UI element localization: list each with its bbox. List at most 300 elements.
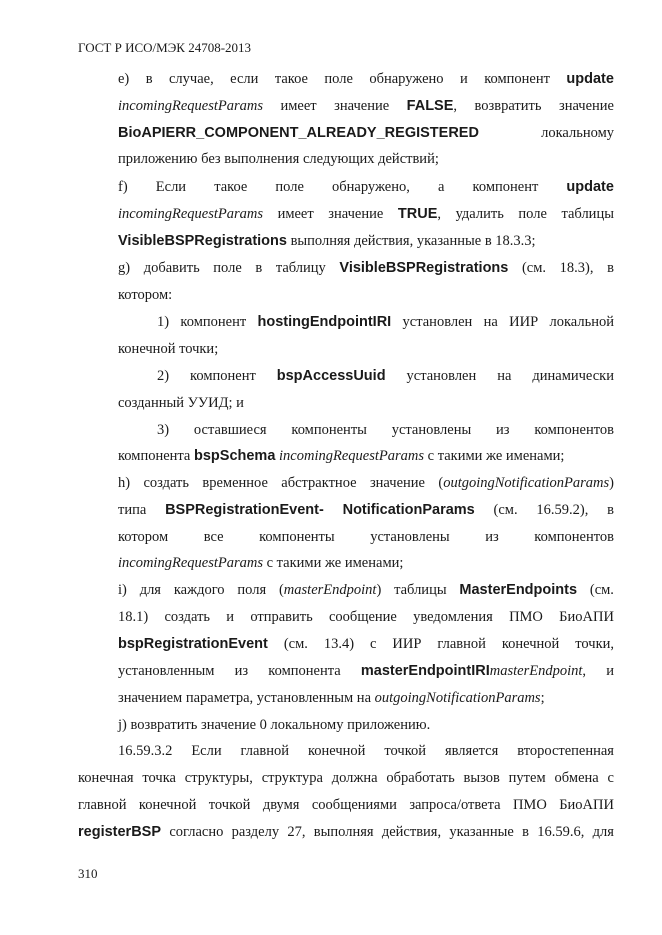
word	[361, 661, 586, 681]
para-line-3	[78, 795, 614, 815]
text-fragment: запроса/ответа	[409, 797, 501, 813]
text-fragment: возвратить	[474, 98, 542, 114]
item-e-line-4: приложению без выполнения следующих действий;	[118, 151, 439, 167]
word	[308, 741, 365, 761]
word	[204, 527, 224, 547]
word	[445, 741, 498, 761]
justified-row	[78, 795, 614, 815]
word	[475, 96, 542, 116]
word	[278, 204, 314, 224]
item-g-sub-2-line-2: созданный УУИД; и	[118, 395, 244, 411]
text-fragment: обнаружено	[369, 71, 444, 87]
text-fragment: поле	[213, 260, 242, 276]
text-fragment: на	[483, 314, 498, 330]
item-g-line-1	[118, 258, 614, 278]
word	[339, 258, 508, 278]
text-fragment: ,	[437, 206, 442, 222]
word	[438, 473, 614, 493]
text-fragment: 16.59.2),	[536, 502, 589, 518]
word	[332, 768, 378, 788]
word	[259, 527, 335, 547]
text-fragment: поле	[518, 206, 547, 222]
justified-row	[118, 741, 614, 761]
word	[494, 500, 518, 520]
text-fragment: точкой	[208, 797, 251, 813]
word	[262, 768, 323, 788]
item-e-line-1	[118, 69, 614, 89]
word	[165, 500, 324, 520]
keyword-bsp-registration-event-params: NotificationParams	[342, 502, 475, 518]
item-h-line-2	[118, 500, 614, 520]
keyword-master-endpoints: MasterEndpoints	[459, 582, 578, 598]
justified-row	[157, 366, 614, 386]
text-fragment: двумя	[262, 797, 300, 813]
text-fragment: конечной	[501, 636, 560, 652]
keyword-visible-bsp-registrations: VisibleBSPRegistrations	[118, 233, 287, 249]
text-fragment: (	[278, 582, 284, 598]
word	[607, 258, 614, 278]
text-fragment: ПМО	[512, 797, 547, 813]
item-g-sub-1-line-1	[157, 312, 614, 332]
text-fragment: и	[226, 609, 235, 625]
text-fragment: в	[607, 260, 614, 276]
word	[291, 420, 367, 440]
word	[608, 768, 614, 788]
item-f-line-3: VisibleBSPRegistrations выполняя действия, указанные в 18.3.3;	[118, 233, 536, 249]
word	[502, 634, 559, 654]
word	[142, 768, 176, 788]
word	[275, 69, 308, 89]
word	[560, 258, 594, 278]
word	[437, 634, 486, 654]
keyword-update: update	[566, 71, 614, 87]
text-fragment: таблицы	[394, 582, 447, 598]
justified-row	[118, 96, 614, 116]
text-fragment: )	[609, 475, 614, 491]
item-j-line-1: j) возвратить значение 0 локальному приложению.	[118, 717, 431, 733]
word	[118, 661, 214, 681]
document-header: ГОСТ Р ИСО/МЭК 24708-2013	[78, 40, 252, 55]
word	[456, 204, 504, 224]
word	[78, 795, 127, 815]
text-fragment: установлены	[391, 422, 472, 438]
item-g-sub-1-line-2: конечной точки;	[118, 341, 219, 357]
word	[497, 366, 511, 386]
word	[144, 258, 200, 278]
text-fragment: 16.59.6,	[537, 824, 585, 840]
text-fragment: согласно	[169, 824, 224, 840]
word	[593, 822, 614, 842]
word	[484, 312, 498, 332]
text-fragment: h)	[118, 475, 131, 491]
word	[559, 96, 614, 116]
text-fragment: установлены	[370, 529, 450, 545]
word	[276, 258, 326, 278]
word	[518, 204, 547, 224]
word	[157, 312, 169, 332]
text-fragment: с	[607, 770, 614, 786]
keyword-hosting-endpoint-iri: hostingEndpointIRI	[257, 314, 392, 330]
word	[118, 500, 146, 520]
text-fragment: имеет	[280, 98, 317, 114]
keyword-update: update	[566, 179, 614, 195]
text-fragment: отправить	[250, 609, 313, 625]
word	[382, 822, 441, 842]
word	[559, 607, 614, 627]
text-fragment: значение	[558, 98, 614, 114]
text-fragment: поле	[324, 71, 353, 87]
text-fragment: (см.	[493, 502, 518, 518]
text-fragment: сообщение	[329, 609, 397, 625]
item-i-line-4	[118, 661, 614, 681]
word	[473, 177, 539, 197]
text-fragment: компонентов	[534, 529, 614, 545]
text-fragment: если	[230, 71, 259, 87]
word	[324, 69, 353, 89]
word	[241, 741, 290, 761]
word	[386, 768, 454, 788]
justified-row	[118, 258, 614, 278]
word	[312, 795, 397, 815]
keyword-false: FALSE	[406, 98, 454, 114]
word	[156, 177, 186, 197]
text-fragment: 2)	[157, 368, 170, 384]
keyword-master-endpoint-iri: masterEndpointIRI	[360, 663, 490, 679]
justified-row	[118, 634, 614, 654]
word	[392, 420, 471, 440]
text-fragment: локальной	[549, 314, 614, 330]
word	[438, 177, 444, 197]
word	[534, 527, 614, 547]
text-fragment: значение	[334, 98, 390, 114]
word	[398, 204, 441, 224]
word	[485, 527, 499, 547]
word	[255, 258, 262, 278]
text-fragment: 27,	[287, 824, 306, 840]
word	[343, 500, 475, 520]
word	[118, 473, 130, 493]
keyword-error-code: BioAPIERR_COMPONENT_ALREADY_REGISTERED	[118, 125, 479, 141]
justified-row	[118, 204, 614, 224]
text-fragment: котором	[118, 529, 169, 545]
word	[169, 69, 214, 89]
text-fragment: Если	[155, 179, 187, 195]
text-fragment: для	[139, 582, 161, 598]
word	[559, 795, 614, 815]
text-fragment: абстрактное	[281, 475, 357, 491]
text-fragment: поля	[237, 582, 267, 598]
word	[185, 768, 253, 788]
word	[328, 204, 383, 224]
word	[541, 123, 614, 143]
justified-row	[157, 312, 614, 332]
word	[194, 420, 267, 440]
word	[384, 741, 426, 761]
word	[484, 69, 550, 89]
word	[157, 420, 169, 440]
word	[118, 580, 127, 600]
item-g-sub-2-line-1	[157, 366, 614, 386]
word	[370, 473, 425, 493]
word	[140, 580, 161, 600]
justified-row	[118, 69, 614, 89]
text-fragment: типа	[118, 502, 147, 518]
item-g-line-2: котором:	[118, 287, 173, 303]
item-g-sub-3-line-1	[157, 420, 614, 440]
justified-row	[118, 607, 614, 627]
word	[459, 580, 577, 600]
justified-row	[78, 768, 614, 788]
word	[143, 473, 189, 493]
item-f-line-1	[118, 177, 614, 197]
word	[332, 177, 410, 197]
word	[575, 634, 614, 654]
text-fragment: должна	[331, 770, 378, 786]
word	[118, 527, 168, 547]
text-fragment: ИИР	[392, 636, 422, 652]
item-e-line-3	[118, 123, 614, 143]
keyword-bsp-registration-event: bspRegistrationEvent	[118, 636, 268, 652]
text-fragment: БиоАПИ	[559, 797, 614, 813]
text-fragment: точкой	[384, 743, 427, 759]
word	[522, 822, 529, 842]
word	[275, 177, 304, 197]
word	[118, 607, 148, 627]
text-fragment: точка	[142, 770, 176, 786]
text-fragment: f)	[118, 179, 128, 195]
justified-row	[118, 500, 614, 520]
text-fragment: из	[496, 422, 510, 438]
text-fragment: добавить	[143, 260, 200, 276]
text-fragment: главной	[78, 797, 127, 813]
word	[464, 768, 500, 788]
word	[407, 96, 457, 116]
word	[118, 204, 263, 224]
item-i-line-3	[118, 634, 614, 654]
word	[532, 366, 614, 386]
text-fragment: уведомления	[413, 609, 493, 625]
word	[263, 795, 300, 815]
word	[202, 473, 268, 493]
word	[329, 607, 397, 627]
text-fragment: ИИР	[509, 314, 539, 330]
text-fragment: установленным	[118, 663, 215, 679]
item-h-line-1	[118, 473, 614, 493]
keyword-bsp-registration-event-params: BSPRegistrationEvent-	[165, 502, 324, 518]
item-h-line-3	[118, 527, 614, 547]
text-fragment: outgoingNotificationParams	[443, 475, 610, 491]
text-fragment: структуры,	[184, 770, 253, 786]
text-fragment: ,	[582, 663, 587, 679]
word	[139, 795, 196, 815]
justified-row	[118, 580, 614, 600]
text-fragment: ПМО	[509, 609, 543, 625]
text-fragment: таблицу	[275, 260, 326, 276]
word	[554, 768, 598, 788]
text-fragment: и	[459, 71, 468, 87]
text-fragment: компонент	[180, 314, 247, 330]
word	[279, 580, 381, 600]
text-fragment: конечной	[307, 743, 366, 759]
text-fragment: действия,	[381, 824, 442, 840]
word	[280, 96, 316, 116]
word	[213, 258, 242, 278]
text-fragment: имеет	[277, 206, 314, 222]
word	[509, 312, 538, 332]
text-fragment: 18.3),	[559, 260, 594, 276]
word	[561, 204, 613, 224]
text-fragment: masterEndpoint	[489, 663, 583, 679]
text-fragment: incomingRequestParams	[118, 206, 263, 222]
text-fragment: ,	[453, 98, 458, 114]
word	[403, 312, 473, 332]
text-fragment: таблицы	[561, 206, 614, 222]
text-fragment: БиоАПИ	[559, 609, 614, 625]
word	[169, 822, 223, 842]
word	[324, 634, 354, 654]
text-fragment: второстепенная	[517, 743, 614, 759]
text-fragment: является	[444, 743, 499, 759]
text-fragment: выполняя	[313, 824, 374, 840]
word	[536, 500, 588, 520]
word	[190, 366, 256, 386]
word	[164, 607, 210, 627]
text-fragment: структура	[261, 770, 323, 786]
word	[214, 177, 247, 197]
keyword-true: TRUE	[397, 206, 438, 222]
word	[209, 795, 251, 815]
word	[281, 473, 356, 493]
word	[513, 795, 547, 815]
text-fragment: 13.4)	[323, 636, 355, 652]
text-fragment: конечной	[138, 797, 197, 813]
justified-row	[118, 177, 614, 197]
word	[369, 69, 443, 89]
para-line-2	[78, 768, 614, 788]
word	[590, 580, 614, 600]
text-fragment: главной	[240, 743, 290, 759]
word	[606, 661, 614, 681]
text-fragment: сообщениями	[311, 797, 397, 813]
item-i-line-1	[118, 580, 614, 600]
word	[174, 580, 225, 600]
text-fragment: установлен	[402, 314, 473, 330]
word	[118, 177, 128, 197]
text-fragment: 3)	[157, 422, 170, 438]
word	[235, 661, 249, 681]
word	[409, 795, 500, 815]
item-g-sub-3-line-2: компонента bspSchema incomingRequestParams с такими же именами;	[118, 448, 565, 464]
text-fragment: на	[497, 368, 512, 384]
text-fragment: значение	[369, 475, 425, 491]
item-h-line-4: incomingRequestParams с такими же именами;	[118, 555, 404, 571]
word	[287, 822, 305, 842]
word	[407, 366, 477, 386]
word	[118, 258, 130, 278]
word	[250, 607, 312, 627]
keyword-register-bsp: registerBSP	[78, 824, 162, 840]
keyword-bsp-access-uuid: bspAccessUuid	[276, 368, 386, 384]
word	[566, 69, 614, 89]
item-e-line-2	[118, 96, 614, 116]
text-fragment: указанные	[449, 824, 514, 840]
word	[268, 661, 340, 681]
text-fragment: в	[522, 824, 529, 840]
text-fragment: в	[607, 502, 614, 518]
word	[118, 741, 172, 761]
text-fragment: удалить	[455, 206, 504, 222]
justified-row	[157, 420, 614, 440]
justified-row	[118, 661, 614, 681]
word	[517, 741, 614, 761]
justified-row	[78, 822, 614, 842]
word	[537, 822, 584, 842]
word	[78, 822, 161, 842]
text-fragment: главной	[437, 636, 486, 652]
word	[394, 580, 446, 600]
word	[146, 69, 153, 89]
word	[237, 580, 266, 600]
keyword-visible-bsp-registrations: VisibleBSPRegistrations	[339, 260, 509, 276]
word	[413, 607, 493, 627]
text-fragment: такое	[274, 71, 308, 87]
text-fragment: поле	[275, 179, 304, 195]
word	[118, 96, 263, 116]
justified-row	[118, 123, 614, 143]
word	[157, 366, 169, 386]
text-fragment: компонента	[268, 663, 341, 679]
word	[314, 822, 374, 842]
word	[284, 634, 308, 654]
justified-row	[118, 527, 614, 547]
text-fragment: временное	[202, 475, 268, 491]
text-fragment: компоненты	[291, 422, 367, 438]
word	[566, 177, 614, 197]
word	[118, 69, 129, 89]
text-fragment: оставшиеся	[193, 422, 267, 438]
text-fragment: из	[234, 663, 249, 679]
text-fragment: значение	[328, 206, 384, 222]
text-fragment: разделу	[231, 824, 280, 840]
word	[370, 634, 376, 654]
word	[118, 634, 268, 654]
text-fragment: masterEndpoint	[283, 582, 377, 598]
text-fragment: случае,	[169, 71, 214, 87]
para-line-4	[78, 822, 614, 842]
word	[191, 741, 221, 761]
item-i-line-5: значением параметра, установленным на outgoingNotificationParams;	[118, 690, 545, 706]
word	[549, 312, 614, 332]
text-fragment: динамически	[532, 368, 614, 384]
text-fragment: Если	[191, 743, 222, 759]
page-number: 310	[78, 866, 98, 881]
word	[392, 634, 421, 654]
text-fragment: e)	[118, 71, 130, 87]
word	[334, 96, 389, 116]
text-fragment: все	[203, 529, 224, 545]
text-fragment: 18.1)	[118, 609, 149, 625]
para-line-1	[118, 741, 614, 761]
word	[449, 822, 513, 842]
text-fragment: установлен	[406, 368, 477, 384]
text-fragment: (см.	[283, 636, 308, 652]
word	[230, 69, 258, 89]
text-fragment: точки,	[575, 636, 614, 652]
text-fragment: в	[255, 260, 263, 276]
text-fragment: g)	[118, 260, 131, 276]
justified-row	[118, 473, 614, 493]
text-fragment: и	[606, 663, 614, 679]
